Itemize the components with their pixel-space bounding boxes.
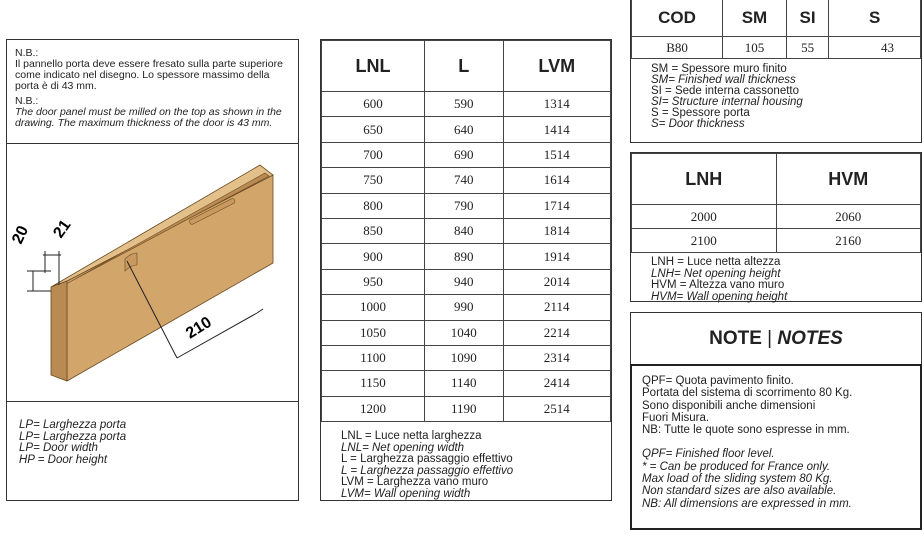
header-sm: SM — [723, 0, 787, 37]
lnh-table — [631, 153, 921, 253]
mid-table-box — [320, 39, 612, 501]
legend-sm-en: SM= Finished wall thickness — [651, 74, 796, 86]
legend-s-en: S= Door thickness — [651, 118, 745, 130]
notes-it-line: QPF= Quota pavimento finito. — [642, 375, 794, 387]
cell: 2114 — [503, 295, 611, 320]
legend-lvm-en: LVM= Wall opening width — [341, 488, 471, 501]
cell: 800 — [322, 193, 425, 218]
cod-table — [631, 0, 921, 59]
notes-it-line: Fuori Misura. — [642, 411, 710, 424]
cell: 105 — [723, 37, 787, 59]
header-l: L — [424, 41, 503, 92]
note-it-label: N.B.: — [15, 47, 39, 59]
notes-en-line: * = Can be produced for France only. — [642, 460, 831, 473]
note-it-text: Il pannello porta deve essere fresato sulla parte superiore come indicato nel disegno. Lo spessore massimo della porta è di 43 mm. — [15, 58, 283, 92]
table-row — [632, 37, 921, 59]
notes-title — [709, 328, 843, 350]
lnl-table — [321, 40, 611, 422]
cell: 43 — [829, 37, 921, 59]
cell: 1050 — [322, 320, 425, 345]
table-row — [322, 320, 611, 345]
cell: 650 — [322, 117, 425, 142]
notes-header-box — [630, 312, 922, 364]
cell: 700 — [322, 142, 425, 167]
notes-body-box — [630, 364, 922, 530]
dim-21-label: 21 — [50, 216, 75, 242]
cell: 900 — [322, 244, 425, 269]
legend-si-en: SI= Structure internal housing — [651, 96, 803, 108]
cell: 740 — [424, 168, 503, 193]
notes-en-line: Non standard sizes are also available. — [642, 485, 837, 498]
table-row — [322, 168, 611, 193]
notes-title-en: NOTES — [777, 327, 843, 349]
header-lvm: LVM — [503, 41, 611, 92]
cell: 2214 — [503, 320, 611, 345]
table-row — [322, 371, 611, 396]
table-row — [632, 229, 921, 253]
notes-title-it: NOTE — [709, 327, 762, 349]
table-row — [322, 117, 611, 142]
left-legend-box — [6, 401, 299, 501]
table-row — [322, 142, 611, 167]
drawing-box — [6, 143, 299, 401]
cell: B80 — [632, 37, 723, 59]
cell: 2014 — [503, 269, 611, 294]
legend-l-en: L = Larghezza passaggio effettivo — [341, 464, 514, 477]
cell: 1190 — [424, 396, 503, 421]
door-panel-drawing — [7, 143, 298, 399]
lnh-legend — [631, 253, 921, 303]
header-lnh: LNH — [632, 154, 777, 205]
legend-l-it: L = Larghezza passaggio effettivo — [341, 453, 513, 466]
legend-sm-it: SM = Spessore muro finito — [651, 63, 787, 75]
notes-it-line: NB: Tutte le quote sono espresse in mm. — [642, 424, 850, 437]
notes-title-sep: | — [761, 327, 778, 349]
cod-box — [630, 0, 922, 143]
cell: 1714 — [503, 193, 611, 218]
dim-20-label: 20 — [9, 223, 33, 247]
cell: 940 — [424, 269, 503, 294]
header-s: S — [829, 0, 921, 37]
table-row — [322, 396, 611, 421]
cell: 1814 — [503, 218, 611, 243]
lnh-box — [630, 152, 922, 302]
cell: 750 — [322, 168, 425, 193]
cell: 1200 — [322, 396, 425, 421]
cell: 1000 — [322, 295, 425, 320]
legend-hvm-it: HVM = Altezza vano muro — [651, 279, 785, 292]
cell: 990 — [424, 295, 503, 320]
note-en-text: The door panel must be milled on the top as shown in the drawing. The maximum thickness of the door is 43 mm. — [15, 106, 282, 129]
notes-en-line: QPF= Finished floor level. — [642, 448, 775, 461]
cell: 1414 — [503, 117, 611, 142]
note-en-label: N.B.: — [15, 95, 39, 107]
legend-lnl-it: LNL = Luce netta larghezza — [341, 430, 482, 443]
panel-front-face — [67, 175, 273, 381]
notes-it-line: Portata del sistema di scorrimento 80 Kg. — [642, 387, 853, 400]
cell: 590 — [424, 92, 503, 117]
cell: 640 — [424, 117, 503, 142]
cell: 600 — [322, 92, 425, 117]
cell: 2000 — [632, 205, 777, 229]
header-lnl: LNL — [322, 41, 425, 92]
legend-hvm-en: HVM= Wall opening height — [651, 290, 788, 303]
notes-en-line: NB: All dimensions are expressed in mm. — [642, 497, 852, 510]
cell: 55 — [786, 37, 829, 59]
legend-lnh-it: LNH = Luce netta altezza — [651, 256, 781, 268]
notes-it-line: Sono disponibili anche dimensioni — [642, 399, 816, 412]
cod-legend — [631, 59, 921, 130]
dim-210-label: 210 — [183, 313, 215, 343]
left-note-box — [6, 39, 299, 144]
cell: 1040 — [424, 320, 503, 345]
cell: 1150 — [322, 371, 425, 396]
table-row — [322, 269, 611, 294]
table-row — [322, 244, 611, 269]
table-row — [322, 295, 611, 320]
cell: 1140 — [424, 371, 503, 396]
cell: 2514 — [503, 396, 611, 421]
cell: 850 — [322, 218, 425, 243]
legend-lnl-en: LNL= Net opening width — [341, 441, 465, 454]
legend-lnh-en: LNH= Net opening height — [651, 267, 781, 280]
cell: 890 — [424, 244, 503, 269]
cell: 1614 — [503, 168, 611, 193]
legend-si-it: SI = Sede interna cassonetto — [651, 85, 800, 97]
table-row — [322, 345, 611, 370]
mid-legend — [321, 422, 611, 501]
cell: 2060 — [776, 205, 921, 229]
cell: 690 — [424, 142, 503, 167]
table-row — [322, 193, 611, 218]
cell: 2100 — [632, 229, 777, 253]
cell: 1914 — [503, 244, 611, 269]
header-si: SI — [786, 0, 829, 37]
table-row — [632, 205, 921, 229]
cell: 950 — [322, 269, 425, 294]
legend-lp-it: LP= Larghezza porta — [19, 419, 127, 431]
table-row — [322, 218, 611, 243]
header-cod: COD — [632, 0, 723, 37]
legend-s-it: S = Spessore porta — [651, 107, 750, 119]
cell: 1314 — [503, 92, 611, 117]
cell: 790 — [424, 193, 503, 218]
notes-en-line: Max load of the sliding system 80 Kg. — [642, 473, 833, 486]
cell: 1090 — [424, 345, 503, 370]
header-hvm: HVM — [776, 154, 921, 205]
cell: 1100 — [322, 345, 425, 370]
panel-end-face — [51, 281, 67, 381]
cell: 2314 — [503, 345, 611, 370]
legend-hp-en: HP = Door height — [19, 453, 108, 466]
cell: 1514 — [503, 142, 611, 167]
legend-lp-it-2: LP= Larghezza porta — [19, 430, 127, 443]
cell: 840 — [424, 218, 503, 243]
table-row — [322, 92, 611, 117]
cell: 2160 — [776, 229, 921, 253]
cell: 2414 — [503, 371, 611, 396]
legend-lvm-it: LVM = Larghezza vano muro — [341, 476, 489, 489]
legend-lp-en: LP= Door width — [19, 442, 98, 455]
